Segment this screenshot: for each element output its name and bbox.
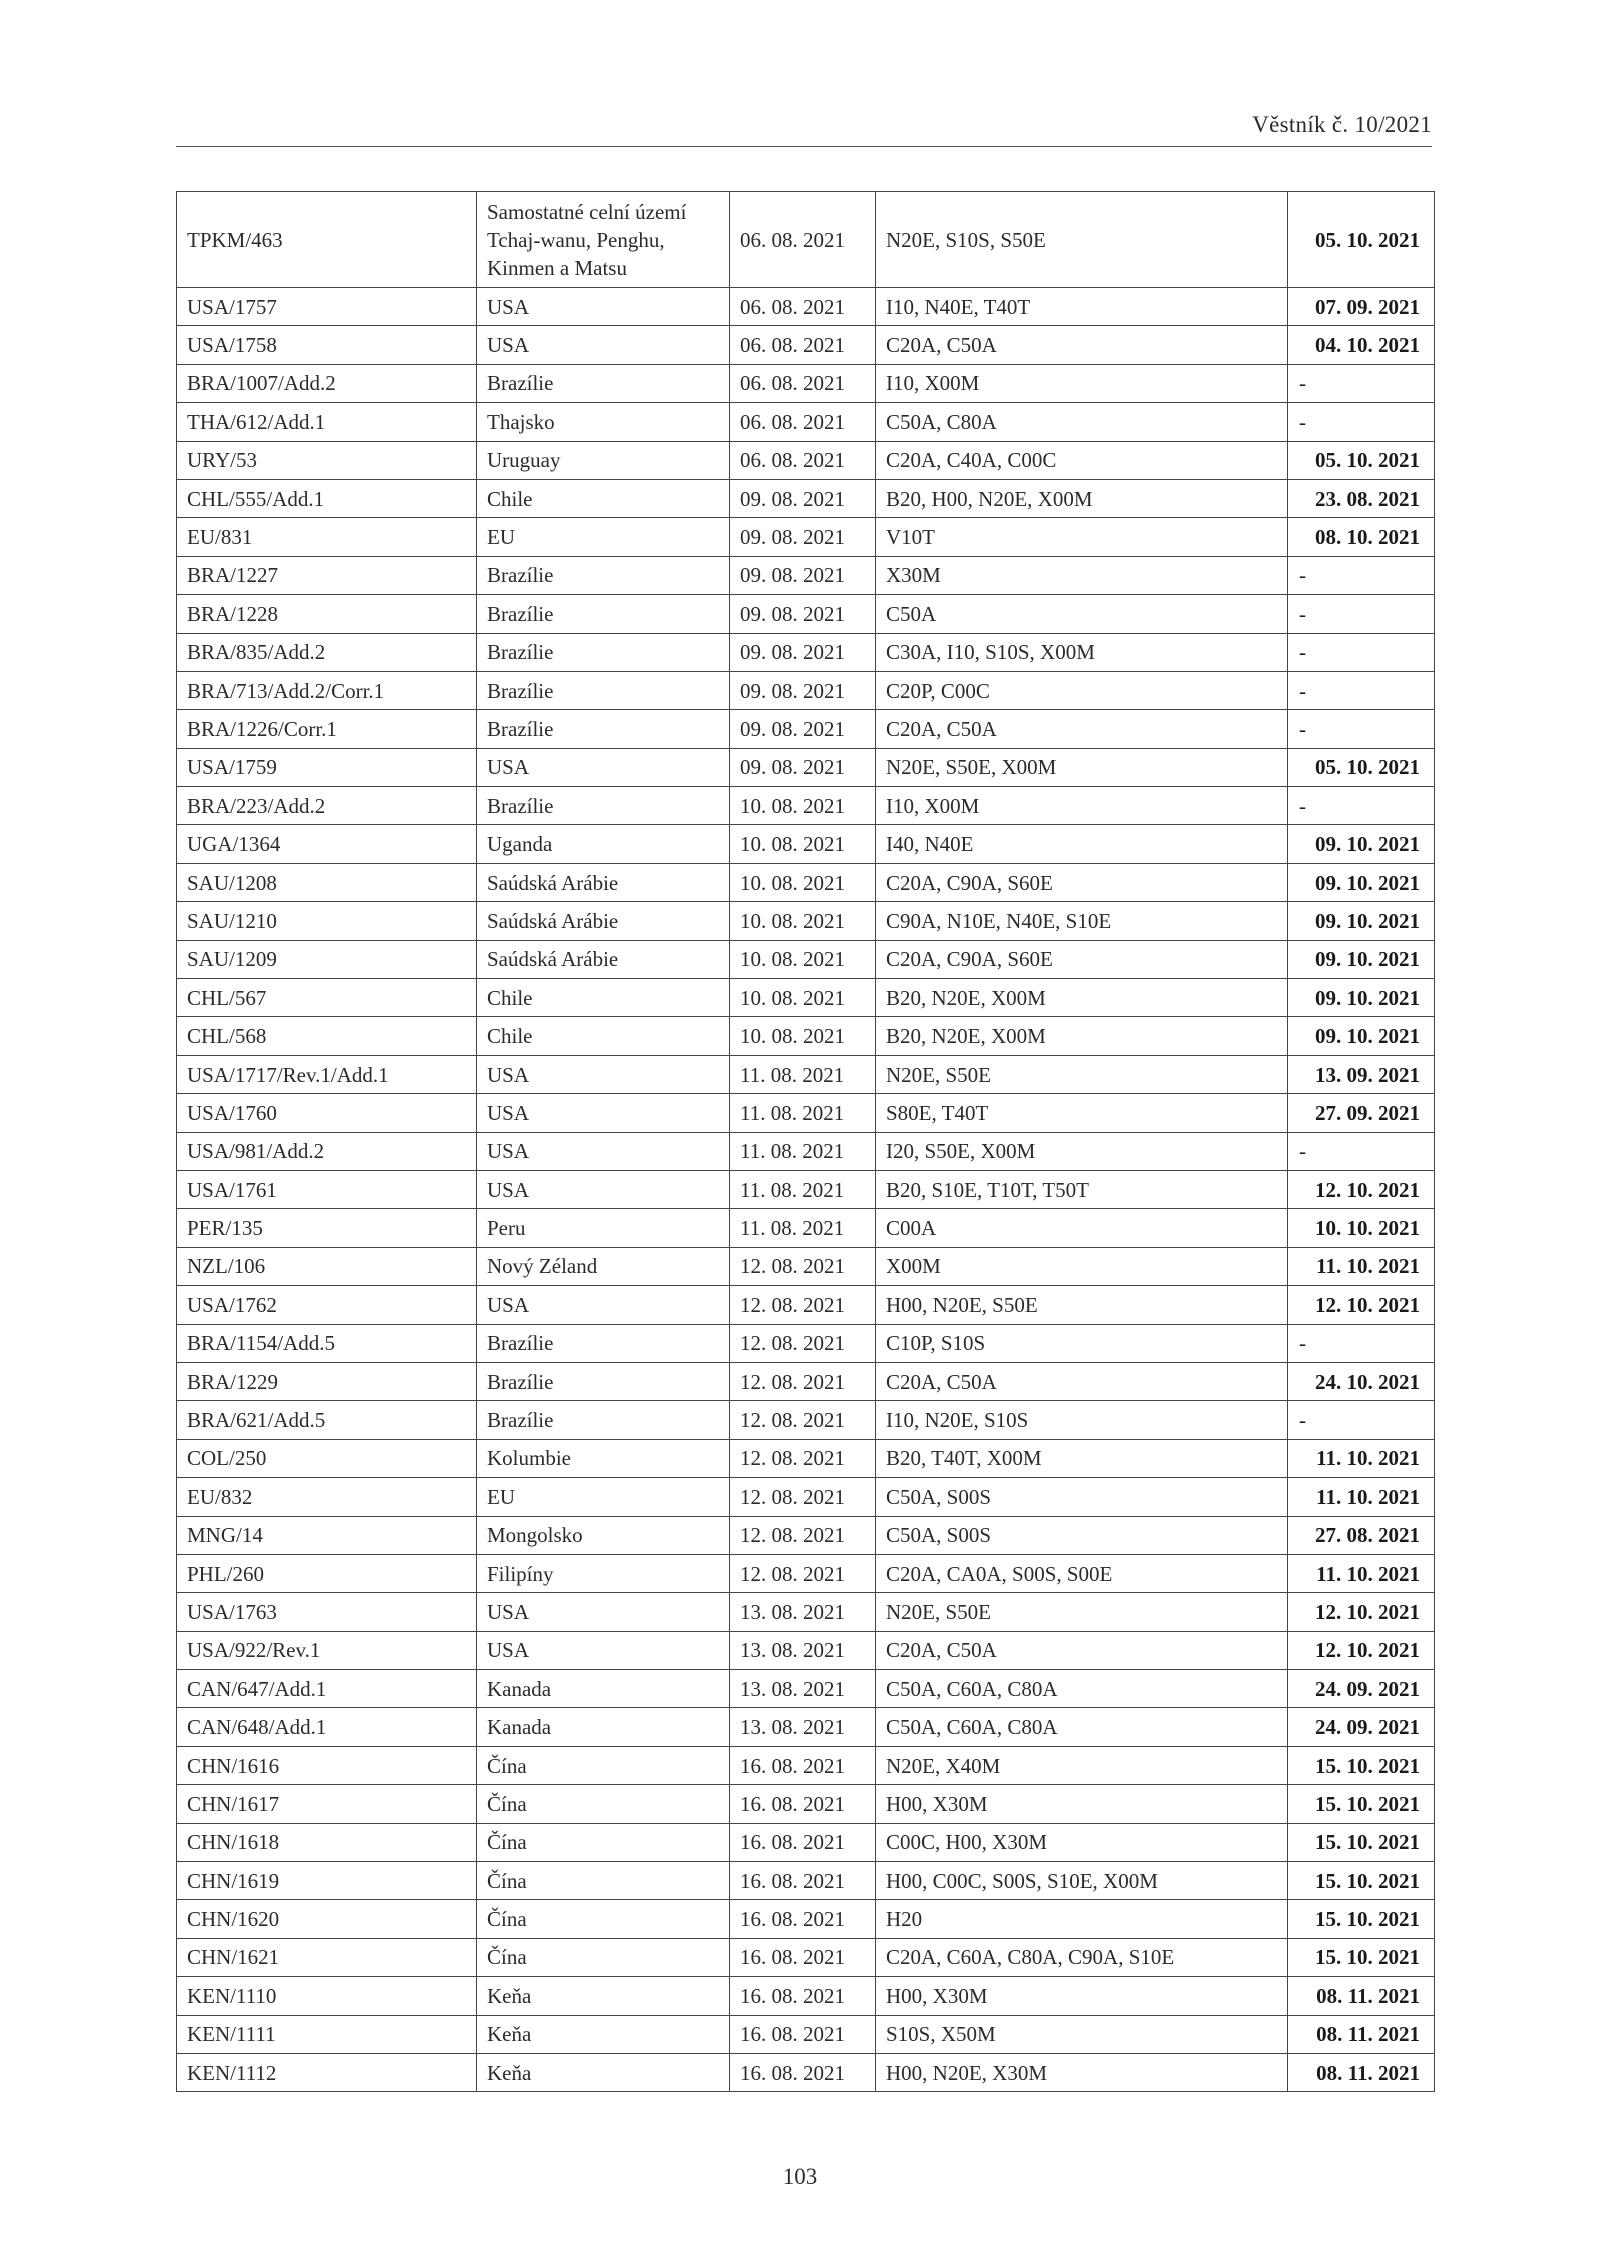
ics-codes-cell: S80E, T40T	[876, 1094, 1288, 1132]
date-cell: 09. 08. 2021	[730, 518, 876, 556]
deadline-cell: 05. 10. 2021	[1288, 192, 1435, 288]
deadline-cell: 10. 10. 2021	[1288, 1209, 1435, 1247]
date-cell: 10. 08. 2021	[730, 787, 876, 825]
deadline-cell: -	[1288, 595, 1435, 633]
notification-code-cell: USA/1761	[177, 1170, 477, 1208]
notification-code-cell: USA/1757	[177, 288, 477, 326]
ics-codes-cell: H00, N20E, S50E	[876, 1286, 1288, 1324]
ics-codes-cell: C20A, C90A, S60E	[876, 940, 1288, 978]
country-cell: Keňa	[477, 1977, 730, 2015]
table-row	[177, 1554, 1435, 1592]
ics-codes-cell: I10, N20E, S10S	[876, 1401, 1288, 1439]
notification-code-cell: BRA/835/Add.2	[177, 633, 477, 671]
ics-codes-cell: N20E, S50E, X00M	[876, 748, 1288, 786]
table-row	[177, 1247, 1435, 1285]
deadline-cell: 24. 09. 2021	[1288, 1708, 1435, 1746]
date-cell: 13. 08. 2021	[730, 1670, 876, 1708]
notification-code-cell: THA/612/Add.1	[177, 403, 477, 441]
notification-code-cell: USA/1759	[177, 748, 477, 786]
date-cell: 10. 08. 2021	[730, 863, 876, 901]
notification-code-cell: EU/831	[177, 518, 477, 556]
notification-code-cell: USA/1760	[177, 1094, 477, 1132]
table-row	[177, 1132, 1435, 1170]
notification-code-cell: BRA/1154/Add.5	[177, 1324, 477, 1362]
ics-codes-cell: C20A, C50A	[876, 1362, 1288, 1400]
notification-code-cell: PER/135	[177, 1209, 477, 1247]
notification-code-cell: CAN/647/Add.1	[177, 1670, 477, 1708]
table-row	[177, 1593, 1435, 1631]
country-cell: Uruguay	[477, 441, 730, 479]
date-cell: 12. 08. 2021	[730, 1362, 876, 1400]
ics-codes-cell: C20A, C50A	[876, 1631, 1288, 1669]
date-cell: 11. 08. 2021	[730, 1055, 876, 1093]
ics-codes-cell: C20A, C90A, S60E	[876, 863, 1288, 901]
notification-code-cell: KEN/1111	[177, 2015, 477, 2053]
ics-codes-cell: B20, N20E, X00M	[876, 1017, 1288, 1055]
ics-codes-cell: B20, T40T, X00M	[876, 1439, 1288, 1477]
deadline-cell: 05. 10. 2021	[1288, 441, 1435, 479]
table-row	[177, 326, 1435, 364]
table-row	[177, 1708, 1435, 1746]
table-row	[177, 441, 1435, 479]
table-row	[177, 288, 1435, 326]
deadline-cell: 09. 10. 2021	[1288, 1017, 1435, 1055]
notification-code-cell: CAN/648/Add.1	[177, 1708, 477, 1746]
notification-code-cell: USA/1762	[177, 1286, 477, 1324]
date-cell: 13. 08. 2021	[730, 1708, 876, 1746]
table-row	[177, 192, 1435, 288]
country-cell: Brazílie	[477, 671, 730, 709]
country-cell: Kanada	[477, 1670, 730, 1708]
country-cell: Čína	[477, 1900, 730, 1938]
deadline-cell: 15. 10. 2021	[1288, 1900, 1435, 1938]
ics-codes-cell: H00, X30M	[876, 1785, 1288, 1823]
table-row	[177, 979, 1435, 1017]
deadline-cell: -	[1288, 633, 1435, 671]
date-cell: 09. 08. 2021	[730, 633, 876, 671]
deadline-cell: 11. 10. 2021	[1288, 1554, 1435, 1592]
ics-codes-cell: C20P, C00C	[876, 671, 1288, 709]
deadline-cell: 08. 11. 2021	[1288, 2015, 1435, 2053]
ics-codes-cell: C50A, C80A	[876, 403, 1288, 441]
deadline-cell: -	[1288, 1324, 1435, 1362]
table-row	[177, 1938, 1435, 1976]
notification-code-cell: CHN/1621	[177, 1938, 477, 1976]
journal-title: Věstník č. 10/2021	[1252, 112, 1432, 137]
table-row	[177, 1362, 1435, 1400]
notification-code-cell: CHN/1618	[177, 1823, 477, 1861]
notification-code-cell: UGA/1364	[177, 825, 477, 863]
table-row	[177, 1862, 1435, 1900]
country-cell: USA	[477, 326, 730, 364]
table-row	[177, 1785, 1435, 1823]
deadline-cell: 08. 10. 2021	[1288, 518, 1435, 556]
notification-code-cell: BRA/1228	[177, 595, 477, 633]
ics-codes-cell: N20E, X40M	[876, 1746, 1288, 1784]
notification-code-cell: CHN/1619	[177, 1862, 477, 1900]
notification-code-cell: EU/832	[177, 1478, 477, 1516]
country-cell: Brazílie	[477, 1362, 730, 1400]
country-cell: Čína	[477, 1746, 730, 1784]
deadline-cell: -	[1288, 1401, 1435, 1439]
notification-code-cell: BRA/1226/Corr.1	[177, 710, 477, 748]
ics-codes-cell: C50A, S00S	[876, 1478, 1288, 1516]
deadline-cell: -	[1288, 403, 1435, 441]
country-cell: USA	[477, 1631, 730, 1669]
deadline-cell: 23. 08. 2021	[1288, 479, 1435, 517]
date-cell: 16. 08. 2021	[730, 1977, 876, 2015]
ics-codes-cell: I10, X00M	[876, 787, 1288, 825]
notification-code-cell: BRA/1227	[177, 556, 477, 594]
table-row	[177, 1823, 1435, 1861]
ics-codes-cell: C20A, CA0A, S00S, S00E	[876, 1554, 1288, 1592]
notification-code-cell: USA/1763	[177, 1593, 477, 1631]
country-cell: Čína	[477, 1862, 730, 1900]
date-cell: 13. 08. 2021	[730, 1631, 876, 1669]
ics-codes-cell: C50A	[876, 595, 1288, 633]
ics-codes-cell: N20E, S10S, S50E	[876, 192, 1288, 288]
date-cell: 10. 08. 2021	[730, 1017, 876, 1055]
country-cell: Keňa	[477, 2015, 730, 2053]
country-cell: USA	[477, 288, 730, 326]
table-row	[177, 1324, 1435, 1362]
country-cell: Chile	[477, 1017, 730, 1055]
date-cell: 16. 08. 2021	[730, 1746, 876, 1784]
country-cell: USA	[477, 1055, 730, 1093]
ics-codes-cell: B20, N20E, X00M	[876, 979, 1288, 1017]
ics-codes-cell: H00, C00C, S00S, S10E, X00M	[876, 1862, 1288, 1900]
deadline-cell: 24. 10. 2021	[1288, 1362, 1435, 1400]
ics-codes-cell: I10, X00M	[876, 364, 1288, 402]
ics-codes-cell: B20, S10E, T10T, T50T	[876, 1170, 1288, 1208]
deadline-cell: 15. 10. 2021	[1288, 1938, 1435, 1976]
ics-codes-cell: C00C, H00, X30M	[876, 1823, 1288, 1861]
country-cell: EU	[477, 1478, 730, 1516]
deadline-cell: 08. 11. 2021	[1288, 1977, 1435, 2015]
ics-codes-cell: N20E, S50E	[876, 1055, 1288, 1093]
date-cell: 16. 08. 2021	[730, 1785, 876, 1823]
notification-code-cell: NZL/106	[177, 1247, 477, 1285]
table-row	[177, 1017, 1435, 1055]
notification-code-cell: KEN/1112	[177, 2053, 477, 2091]
table-row	[177, 1170, 1435, 1208]
deadline-cell: 05. 10. 2021	[1288, 748, 1435, 786]
deadline-cell: 09. 10. 2021	[1288, 825, 1435, 863]
date-cell: 11. 08. 2021	[730, 1209, 876, 1247]
country-cell: Brazílie	[477, 364, 730, 402]
notification-code-cell: CHN/1616	[177, 1746, 477, 1784]
date-cell: 09. 08. 2021	[730, 556, 876, 594]
ics-codes-cell: B20, H00, N20E, X00M	[876, 479, 1288, 517]
date-cell: 16. 08. 2021	[730, 1938, 876, 1976]
notifications-table	[176, 191, 1435, 2092]
table-row	[177, 595, 1435, 633]
table-row	[177, 633, 1435, 671]
deadline-cell: 04. 10. 2021	[1288, 326, 1435, 364]
date-cell: 09. 08. 2021	[730, 595, 876, 633]
deadline-cell: -	[1288, 364, 1435, 402]
country-cell: Kolumbie	[477, 1439, 730, 1477]
table-row	[177, 1478, 1435, 1516]
ics-codes-cell: S10S, X50M	[876, 2015, 1288, 2053]
notification-code-cell: URY/53	[177, 441, 477, 479]
notification-code-cell: CHN/1620	[177, 1900, 477, 1938]
date-cell: 06. 08. 2021	[730, 288, 876, 326]
date-cell: 12. 08. 2021	[730, 1554, 876, 1592]
deadline-cell: 12. 10. 2021	[1288, 1593, 1435, 1631]
ics-codes-cell: V10T	[876, 518, 1288, 556]
ics-codes-cell: H20	[876, 1900, 1288, 1938]
country-cell: USA	[477, 748, 730, 786]
country-cell: Chile	[477, 979, 730, 1017]
notification-code-cell: SAU/1209	[177, 940, 477, 978]
country-cell: Filipíny	[477, 1554, 730, 1592]
country-cell: USA	[477, 1094, 730, 1132]
notification-code-cell: BRA/621/Add.5	[177, 1401, 477, 1439]
notification-code-cell: KEN/1110	[177, 1977, 477, 2015]
table-row	[177, 748, 1435, 786]
notifications-table-body	[177, 192, 1435, 2092]
ics-codes-cell: C10P, S10S	[876, 1324, 1288, 1362]
country-cell: Čína	[477, 1785, 730, 1823]
country-cell: USA	[477, 1132, 730, 1170]
ics-codes-cell: I40, N40E	[876, 825, 1288, 863]
date-cell: 10. 08. 2021	[730, 979, 876, 1017]
deadline-cell: 15. 10. 2021	[1288, 1823, 1435, 1861]
table-row	[177, 518, 1435, 556]
country-cell: Brazílie	[477, 710, 730, 748]
ics-codes-cell: X30M	[876, 556, 1288, 594]
deadline-cell: 12. 10. 2021	[1288, 1170, 1435, 1208]
table-row	[177, 787, 1435, 825]
country-cell: Brazílie	[477, 1401, 730, 1439]
country-cell: Nový Zéland	[477, 1247, 730, 1285]
date-cell: 06. 08. 2021	[730, 326, 876, 364]
notification-code-cell: COL/250	[177, 1439, 477, 1477]
date-cell: 09. 08. 2021	[730, 748, 876, 786]
country-cell: Samostatné celní území Tchaj-wanu, Penghu, Kinmen a Matsu	[477, 192, 730, 288]
ics-codes-cell: I20, S50E, X00M	[876, 1132, 1288, 1170]
date-cell: 10. 08. 2021	[730, 825, 876, 863]
date-cell: 06. 08. 2021	[730, 364, 876, 402]
date-cell: 16. 08. 2021	[730, 1862, 876, 1900]
table-row	[177, 1670, 1435, 1708]
date-cell: 12. 08. 2021	[730, 1286, 876, 1324]
table-row	[177, 1631, 1435, 1669]
deadline-cell: 27. 09. 2021	[1288, 1094, 1435, 1132]
country-cell: Keňa	[477, 2053, 730, 2091]
notification-code-cell: USA/1717/Rev.1/Add.1	[177, 1055, 477, 1093]
ics-codes-cell: C50A, C60A, C80A	[876, 1670, 1288, 1708]
date-cell: 11. 08. 2021	[730, 1094, 876, 1132]
country-cell: Brazílie	[477, 556, 730, 594]
notification-code-cell: CHL/567	[177, 979, 477, 1017]
date-cell: 10. 08. 2021	[730, 902, 876, 940]
country-cell: Brazílie	[477, 1324, 730, 1362]
notification-code-cell: CHN/1617	[177, 1785, 477, 1823]
date-cell: 12. 08. 2021	[730, 1439, 876, 1477]
notification-code-cell: PHL/260	[177, 1554, 477, 1592]
ics-codes-cell: C20A, C60A, C80A, C90A, S10E	[876, 1938, 1288, 1976]
date-cell: 06. 08. 2021	[730, 441, 876, 479]
table-row	[177, 479, 1435, 517]
table-row	[177, 1094, 1435, 1132]
date-cell: 11. 08. 2021	[730, 1132, 876, 1170]
page-header	[176, 112, 1432, 147]
country-cell: Brazílie	[477, 633, 730, 671]
notification-code-cell: CHL/568	[177, 1017, 477, 1055]
date-cell: 12. 08. 2021	[730, 1247, 876, 1285]
ics-codes-cell: C20A, C40A, C00C	[876, 441, 1288, 479]
ics-codes-cell: C50A, C60A, C80A	[876, 1708, 1288, 1746]
table-row	[177, 1055, 1435, 1093]
deadline-cell: -	[1288, 710, 1435, 748]
table-row	[177, 403, 1435, 441]
date-cell: 12. 08. 2021	[730, 1401, 876, 1439]
table-row	[177, 556, 1435, 594]
deadline-cell: -	[1288, 671, 1435, 709]
date-cell: 06. 08. 2021	[730, 403, 876, 441]
deadline-cell: 15. 10. 2021	[1288, 1862, 1435, 1900]
table-row	[177, 1401, 1435, 1439]
date-cell: 16. 08. 2021	[730, 2053, 876, 2091]
country-cell: USA	[477, 1593, 730, 1631]
date-cell: 16. 08. 2021	[730, 2015, 876, 2053]
country-cell: Mongolsko	[477, 1516, 730, 1554]
ics-codes-cell: H00, X30M	[876, 1977, 1288, 2015]
table-row	[177, 710, 1435, 748]
deadline-cell: 11. 10. 2021	[1288, 1478, 1435, 1516]
notification-code-cell: CHL/555/Add.1	[177, 479, 477, 517]
date-cell: 09. 08. 2021	[730, 479, 876, 517]
ics-codes-cell: C00A	[876, 1209, 1288, 1247]
date-cell: 13. 08. 2021	[730, 1593, 876, 1631]
notification-code-cell: MNG/14	[177, 1516, 477, 1554]
table-row	[177, 364, 1435, 402]
notification-code-cell: TPKM/463	[177, 192, 477, 288]
notification-code-cell: BRA/1229	[177, 1362, 477, 1400]
notification-code-cell: BRA/1007/Add.2	[177, 364, 477, 402]
table-row	[177, 1209, 1435, 1247]
deadline-cell: 24. 09. 2021	[1288, 1670, 1435, 1708]
ics-codes-cell: C50A, S00S	[876, 1516, 1288, 1554]
country-cell: EU	[477, 518, 730, 556]
ics-codes-cell: C30A, I10, S10S, X00M	[876, 633, 1288, 671]
deadline-cell: 12. 10. 2021	[1288, 1631, 1435, 1669]
notification-code-cell: BRA/223/Add.2	[177, 787, 477, 825]
table-row	[177, 2053, 1435, 2091]
country-cell: Čína	[477, 1938, 730, 1976]
ics-codes-cell: N20E, S50E	[876, 1593, 1288, 1631]
deadline-cell: 15. 10. 2021	[1288, 1746, 1435, 1784]
table-row	[177, 902, 1435, 940]
deadline-cell: 15. 10. 2021	[1288, 1785, 1435, 1823]
country-cell: Thajsko	[477, 403, 730, 441]
deadline-cell: -	[1288, 1132, 1435, 1170]
country-cell: Čína	[477, 1823, 730, 1861]
country-cell: Saúdská Arábie	[477, 863, 730, 901]
country-cell: USA	[477, 1170, 730, 1208]
ics-codes-cell: X00M	[876, 1247, 1288, 1285]
table-row	[177, 1286, 1435, 1324]
country-cell: Peru	[477, 1209, 730, 1247]
ics-codes-cell: I10, N40E, T40T	[876, 288, 1288, 326]
date-cell: 16. 08. 2021	[730, 1823, 876, 1861]
notification-code-cell: BRA/713/Add.2/Corr.1	[177, 671, 477, 709]
country-cell: Uganda	[477, 825, 730, 863]
country-cell: Saúdská Arábie	[477, 902, 730, 940]
date-cell: 06. 08. 2021	[730, 192, 876, 288]
table-row	[177, 671, 1435, 709]
date-cell: 12. 08. 2021	[730, 1516, 876, 1554]
deadline-cell: 08. 11. 2021	[1288, 2053, 1435, 2091]
date-cell: 09. 08. 2021	[730, 671, 876, 709]
table-row	[177, 825, 1435, 863]
date-cell: 16. 08. 2021	[730, 1900, 876, 1938]
country-cell: Kanada	[477, 1708, 730, 1746]
ics-codes-cell: C20A, C50A	[876, 710, 1288, 748]
table-row	[177, 1439, 1435, 1477]
notification-code-cell: SAU/1210	[177, 902, 477, 940]
country-cell: Chile	[477, 479, 730, 517]
country-cell: USA	[477, 1286, 730, 1324]
deadline-cell: -	[1288, 556, 1435, 594]
deadline-cell: 09. 10. 2021	[1288, 940, 1435, 978]
date-cell: 12. 08. 2021	[730, 1478, 876, 1516]
table-row	[177, 1977, 1435, 2015]
ics-codes-cell: C20A, C50A	[876, 326, 1288, 364]
deadline-cell: 27. 08. 2021	[1288, 1516, 1435, 1554]
deadline-cell: 09. 10. 2021	[1288, 902, 1435, 940]
deadline-cell: 09. 10. 2021	[1288, 863, 1435, 901]
ics-codes-cell: H00, N20E, X30M	[876, 2053, 1288, 2091]
page-number: 103	[782, 2164, 818, 2189]
country-cell: Saúdská Arábie	[477, 940, 730, 978]
table-row	[177, 1900, 1435, 1938]
notification-code-cell: SAU/1208	[177, 863, 477, 901]
table-row	[177, 1746, 1435, 1784]
table-row	[177, 1516, 1435, 1554]
deadline-cell: 09. 10. 2021	[1288, 979, 1435, 1017]
deadline-cell: 11. 10. 2021	[1288, 1439, 1435, 1477]
deadline-cell: 13. 09. 2021	[1288, 1055, 1435, 1093]
table-row	[177, 2015, 1435, 2053]
country-cell: Brazílie	[477, 595, 730, 633]
country-cell: Brazílie	[477, 787, 730, 825]
date-cell: 12. 08. 2021	[730, 1324, 876, 1362]
notification-code-cell: USA/1758	[177, 326, 477, 364]
date-cell: 11. 08. 2021	[730, 1170, 876, 1208]
table-row	[177, 863, 1435, 901]
deadline-cell: 07. 09. 2021	[1288, 288, 1435, 326]
notification-code-cell: USA/981/Add.2	[177, 1132, 477, 1170]
table-row	[177, 940, 1435, 978]
notification-code-cell: USA/922/Rev.1	[177, 1631, 477, 1669]
date-cell: 09. 08. 2021	[730, 710, 876, 748]
ics-codes-cell: C90A, N10E, N40E, S10E	[876, 902, 1288, 940]
deadline-cell: -	[1288, 787, 1435, 825]
deadline-cell: 12. 10. 2021	[1288, 1286, 1435, 1324]
deadline-cell: 11. 10. 2021	[1288, 1247, 1435, 1285]
date-cell: 10. 08. 2021	[730, 940, 876, 978]
